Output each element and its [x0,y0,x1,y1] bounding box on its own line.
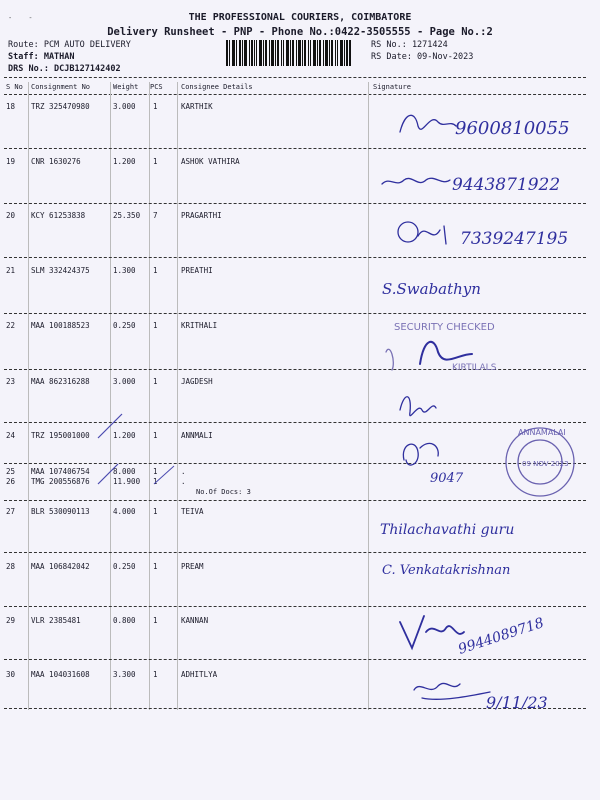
svg-text:9/11/23: 9/11/23 [486,693,548,712]
row-sno: 25 [6,467,16,476]
row-sno: 29 [6,616,16,625]
col-header-weight: Weight [113,83,139,91]
row-consignee: . [181,467,186,476]
signature-row-21 [382,280,481,298]
corner-mark: - - [8,14,39,22]
col-header-details: Consignee Details [181,83,253,91]
svg-text:9944089718: 9944089718 [456,615,546,658]
row-consignee: KARTHIK [181,102,213,111]
row-weight: 11.900 [113,477,141,486]
row-weight: 1.200 [113,431,136,440]
row-consignment: MAA 106842042 [31,562,90,571]
runsheet-title: Delivery Runsheet - PNP - Phone No.:0422-3505555 - Page No.:2 [107,26,493,38]
row-weight: 1.300 [113,266,136,275]
col-header-pcs: PCS [150,83,163,91]
row-weight: 8.000 [113,467,136,476]
row-weight: 0.250 [113,562,136,571]
svg-text:C. Venkatakrishnan: C. Venkatakrishnan [382,563,511,578]
row-sno: 22 [6,321,16,330]
row-sno: 28 [6,562,16,571]
row-sno: 24 [6,431,16,440]
row-consignee: JAGDESH [181,377,213,386]
row-pcs: 1 [153,431,158,440]
barcode [226,40,351,66]
row-pcs: 1 [153,266,158,275]
row-consignment: VLR 2385481 [31,616,81,625]
row-weight: 25.350 [113,211,141,220]
row-consignee: TEIVA [181,507,204,516]
row-weight: 0.800 [113,616,136,625]
col-header-consignment: Consignment No [31,83,91,91]
signature-row-20 [398,222,568,249]
row-sno: 21 [6,266,16,275]
svg-text:9047: 9047 [430,471,464,486]
row-consignment: MAA 107406754 [31,467,90,476]
row-consignment: TRZ 325470980 [31,102,90,111]
row-consignment: MAA 100188523 [31,321,90,330]
pen-tick-mark [96,410,126,440]
row-consignment: SLM 332424375 [31,266,90,275]
svg-text:9600810055: 9600810055 [455,118,570,139]
svg-text:S.Swabathyn: S.Swabathyn [382,280,481,298]
row-consignee: . [181,477,186,486]
row-pcs: 1 [153,507,158,516]
row-sno: 30 [6,670,16,679]
signature-row-24 [403,428,574,496]
signature-row-27 [380,522,514,538]
row-weight: 4.000 [113,507,136,516]
row-pcs: 1 [153,467,158,476]
header-top-rule [4,77,586,78]
row-consignment: CNR 1630276 [31,157,81,166]
row-sno: 27 [6,507,16,516]
staff-label: Staff: MATHAN [8,52,75,62]
row-weight: 3.000 [113,377,136,386]
signature-row-29 [400,615,546,658]
row-consignee: PREAM [181,562,204,571]
row-consignee: ASHOK VATHIRA [181,157,240,166]
row-pcs: 1 [153,616,158,625]
row-weight: 1.200 [113,157,136,166]
row-consignee: PREATHI [181,266,213,275]
rs-date: RS Date: 09-Nov-2023 [371,52,474,62]
no-of-docs: No.Of Docs: 3 [196,488,251,496]
row-pcs: 1 [153,562,158,571]
row-sno: 18 [6,102,16,111]
row-consignee: ANNMALI [181,431,213,440]
row-consignment: MAA 104031608 [31,670,90,679]
drs-number: DRS No.: DCJB127142402 [8,64,121,74]
row-sno: 20 [6,211,16,220]
pen-tick-mark [152,462,182,488]
svg-text:Thilachavathi guru: Thilachavathi guru [380,522,515,538]
signature-row-19 [382,175,560,195]
svg-text:09 NOV 2023: 09 NOV 2023 [522,460,569,468]
svg-text:KIRTILALS: KIRTILALS [452,363,497,373]
row-consignment: TRZ 195001000 [31,431,90,440]
signature-row-23 [400,397,436,416]
row-pcs: 1 [153,477,158,486]
route-label: Route: PCM AUTO DELIVERY [8,40,131,50]
row-pcs: 1 [153,670,158,679]
row-pcs: 1 [153,157,158,166]
signature-row-18 [400,115,570,139]
row-sno: 23 [6,377,16,386]
pen-tick-mark [96,462,126,488]
row-consignee: ADHITLYA [181,670,218,679]
signature-row-30 [414,683,548,712]
signature-row-22 [386,322,497,373]
row-consignment: BLR 530090113 [31,507,90,516]
row-weight: 3.000 [113,102,136,111]
row-weight: 0.250 [113,321,136,330]
row-sno: 19 [6,157,16,166]
svg-text:SECURITY CHECKED: SECURITY CHECKED [394,322,495,333]
row-consignment: TMG 200556876 [31,477,90,486]
rs-number: RS No.: 1271424 [371,40,448,50]
row-consignee: KANNAN [181,616,209,625]
row-pcs: 1 [153,321,158,330]
row-consignee: KRITHALI [181,321,218,330]
signature-column [360,92,600,732]
row-sno: 26 [6,477,16,486]
svg-text:ANNAMALAI: ANNAMALAI [518,428,566,437]
col-header-sno: S No [6,83,23,91]
signature-row-28 [382,563,510,578]
row-pcs: 1 [153,377,158,386]
company-name: THE PROFESSIONAL COURIERS, COIMBATORE [188,12,412,23]
row-consignee: PRAGARTHI [181,211,222,220]
row-consignment: MAA 862316288 [31,377,90,386]
row-weight: 3.300 [113,670,136,679]
row-pcs: 7 [153,211,158,220]
svg-text:9443871922: 9443871922 [452,175,561,195]
row-pcs: 1 [153,102,158,111]
col-header-signature: Signature [373,83,411,91]
svg-text:7339247195: 7339247195 [460,229,569,249]
row-consignment: KCY 61253838 [31,211,86,220]
